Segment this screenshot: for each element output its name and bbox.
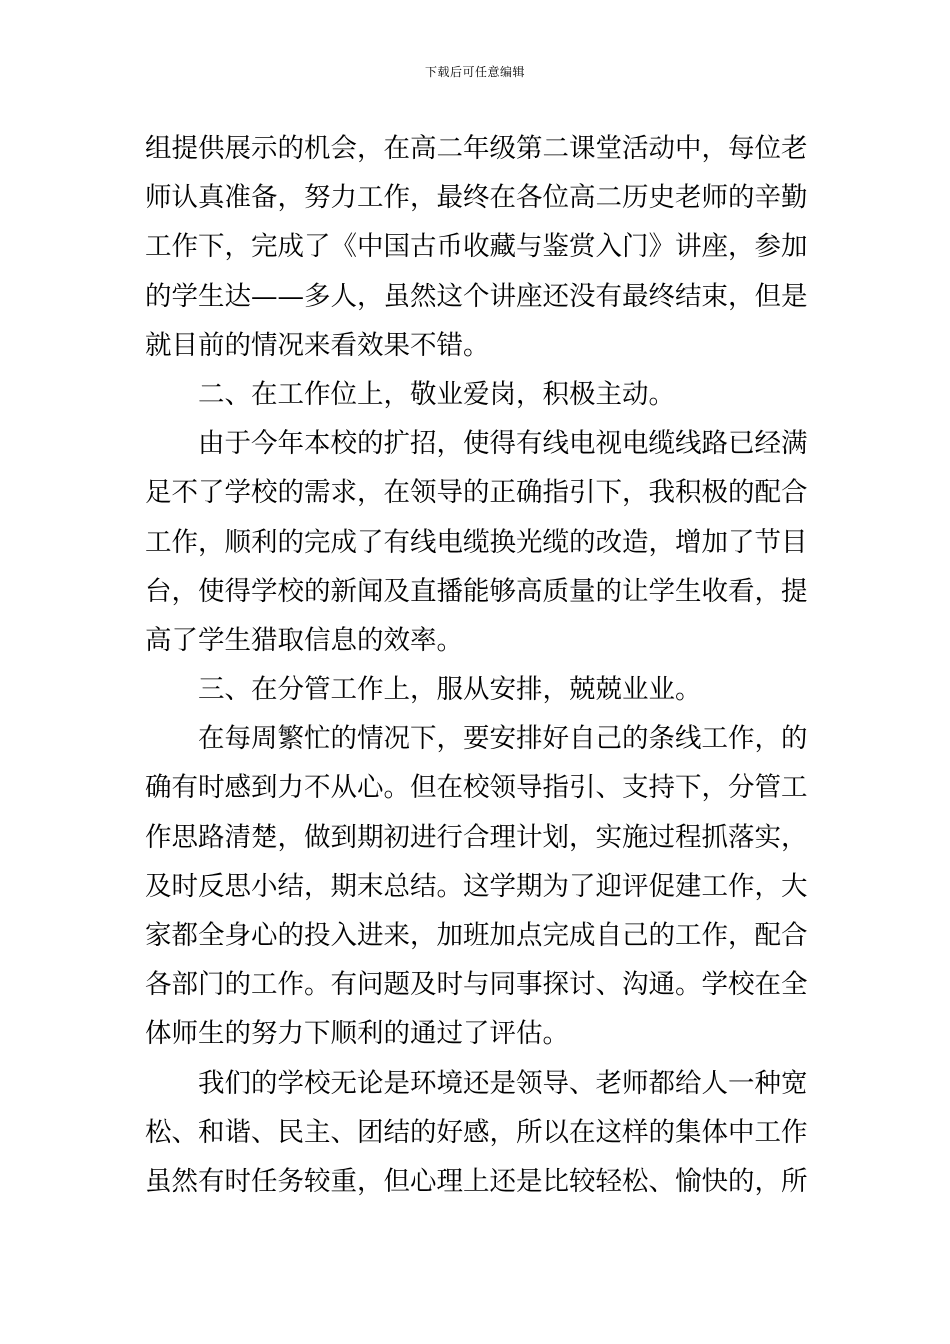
text-line: 由于今年本校的扩招，使得有线电视电缆线路已经满 (198, 428, 808, 460)
text-line: 体师生的努力下顺利的通过了评估。 (145, 1018, 569, 1050)
text-line: 工作，顺利的完成了有线电缆换光缆的改造，增加了节目 (145, 526, 808, 558)
page-header: 下载后可任意编辑 (424, 65, 525, 79)
text-line: 组提供展示的机会，在高二年级第二课堂活动中，每位老 (145, 133, 808, 164)
text-line: 及时反思小结，期末总结。这学期为了迎评促建工作，大 (145, 870, 808, 902)
text-line: 虽然有时任务较重，但心理上还是比较轻松、愉快的，所 (145, 1165, 808, 1197)
text-line: 确有时感到力不从心。但在校领导指引、支持下，分管工 (145, 772, 808, 804)
text-line: 作思路清楚，做到期初进行合理计划，实施过程抓落实， (145, 821, 808, 853)
text-line: 松、和谐、民主、团结的好感，所以在这样的集体中工作 (145, 1116, 808, 1148)
section-heading: 三、在分管工作上，服从安排，兢兢业业。 (198, 674, 702, 706)
text-line: 工作下，完成了《中国古币收藏与鉴赏入门》讲座，参加 (145, 231, 808, 263)
text-line: 就目前的情况来看效果不错。 (145, 329, 490, 361)
text-line: 在每周繁忙的情况下，要安排好自己的条线工作，的 (198, 723, 808, 755)
text-line: 的学生达——多人，虽然这个讲座还没有最终结束，但是 (145, 280, 808, 312)
text-line: 足不了学校的需求，在领导的正确指引下，我积极的配合 (145, 477, 808, 509)
text-line: 台，使得学校的新闻及直播能够高质量的让学生收看，提 (145, 575, 808, 607)
text-line: 我们的学校无论是环境还是领导、老师都给人一种宽 (198, 1067, 808, 1099)
section-heading: 二、在工作位上，敬业爱岗，积极主动。 (198, 378, 675, 410)
text-line: 各部门的工作。有问题及时与同事探讨、沟通。学校在全 (145, 969, 808, 1001)
text-line: 高了学生猎取信息的效率。 (145, 624, 463, 656)
text-line: 师认真准备，努力工作，最终在各位高二历史老师的辛勤 (145, 182, 808, 214)
text-line: 家都全身心的投入进来，加班加点完成自己的工作，配合 (145, 920, 808, 951)
document-body (145, 124, 807, 1206)
